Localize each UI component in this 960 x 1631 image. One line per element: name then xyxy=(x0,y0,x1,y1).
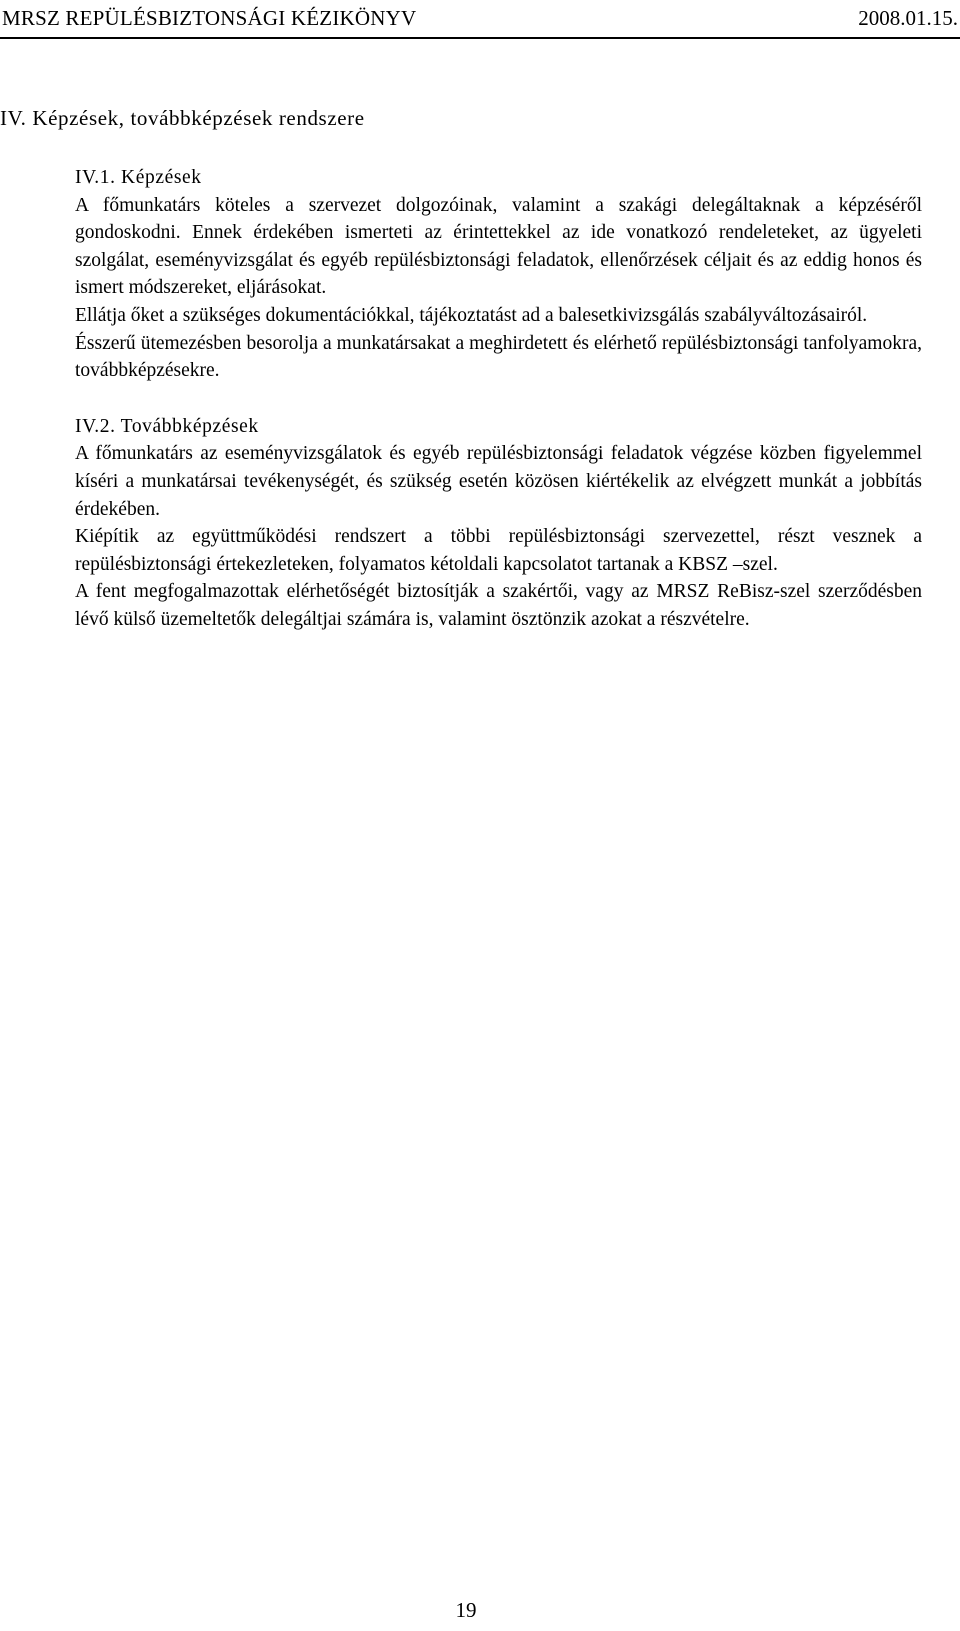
header-divider xyxy=(0,37,960,39)
paragraph: A főmunkatárs köteles a szervezet dolgozóinak, valamint a szakági delegáltaknak a képzéséről gondoskodni. Ennek érdekében ismerteti az érintettekkel az ide vonatkozó rendeleteket, az ügyeleti szolgálat, eseményvizsgálat és egyéb repülésbiztonsági feladatok, ellenőrzések céljait és az eddig honos és ismert módszereket, eljárásokat. xyxy=(75,194,922,299)
document-title: MRSZ REPÜLÉSBIZTONSÁGI KÉZIKÖNYV xyxy=(2,6,417,30)
section-heading-further-trainings: IV.2. Továbbképzések xyxy=(75,415,259,437)
section-trainings xyxy=(75,164,922,385)
chapter-title: IV. Képzések, továbbképzések rendszere xyxy=(0,106,365,130)
section-heading-trainings: IV.1. Képzések xyxy=(75,167,202,188)
page-number: 19 xyxy=(455,1598,477,1622)
paragraph: Kiépítik az együttműködési rendszert a többi repülésbiztonsági szervezettel, részt vesznek a repülésbiztonsági értekezleteken, folyamatos kétoldali kapcsolatot tartanak a KBSZ –szel. xyxy=(75,526,922,575)
section-spacer xyxy=(75,385,922,413)
page-header xyxy=(0,4,958,32)
section-further-trainings xyxy=(75,413,922,634)
main-content xyxy=(75,164,922,634)
paragraph: A fent megfogalmazottak elérhetőségét biztosítják a szakértői, vagy az MRSZ ReBisz-szel szerződésben lévő külső üzemeltetők delegáltjai számára is, valamint ösztönzik azokat a részvételre. xyxy=(75,581,922,630)
paragraph: Ésszerű ütemezésben besorolja a munkatársakat a meghirdetett és elérhető repülésbiztonsági tanfolyamokra, továbbképzésekre. xyxy=(75,332,922,382)
paragraph: Ellátja őket a szükséges dokumentációkkal, tájékoztatást ad a balesetkivizsgálás szabályváltozásairól. xyxy=(75,304,868,326)
document-date: 2008.01.15. xyxy=(858,6,958,30)
paragraph: A főmunkatárs az eseményvizsgálatok és egyéb repülésbiztonsági feladatok végzése közben figyelemmel kíséri a munkatársai tevékenységét, és szükség esetén közösen kiértékelik az elvégzett munkát a jobbítás érdekében. xyxy=(75,443,922,520)
